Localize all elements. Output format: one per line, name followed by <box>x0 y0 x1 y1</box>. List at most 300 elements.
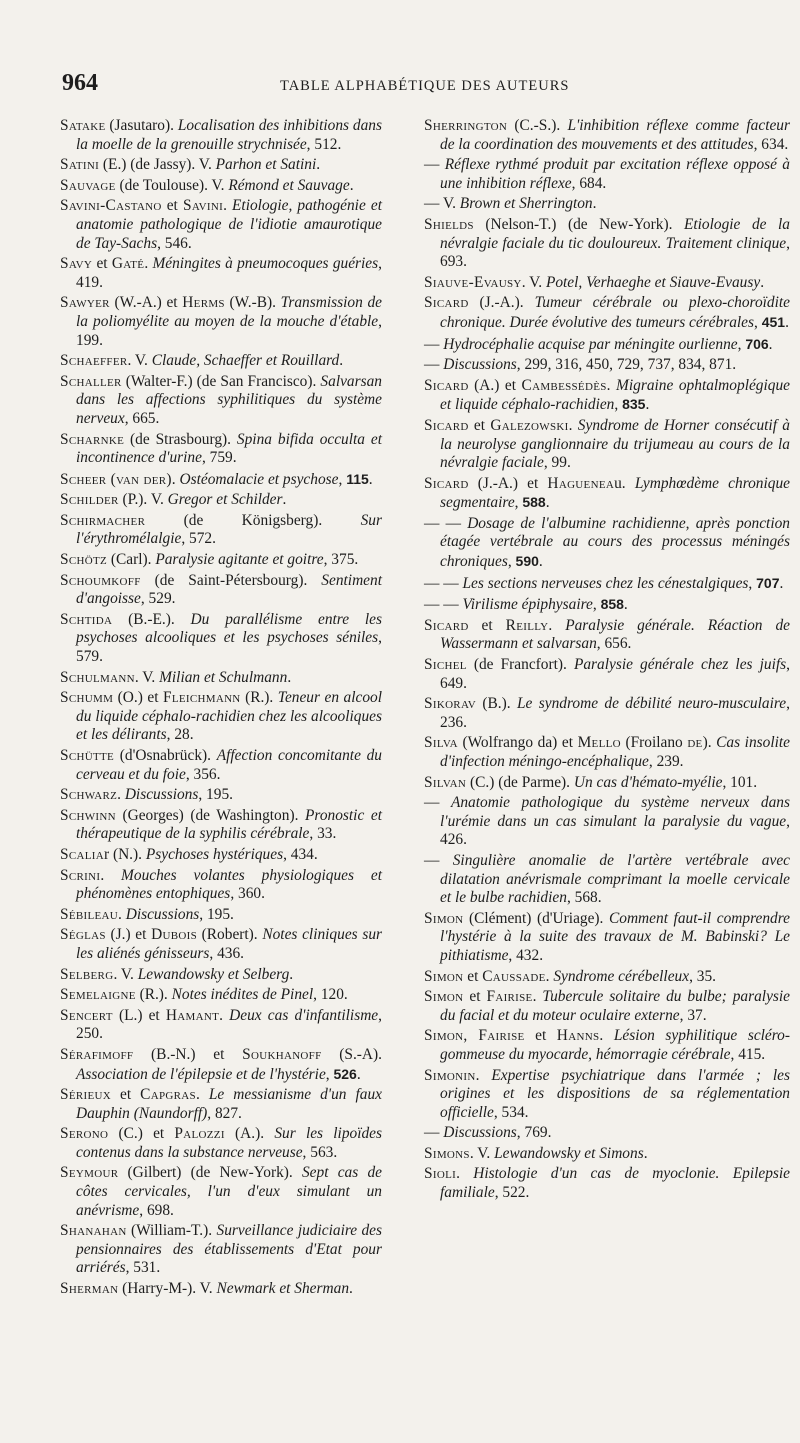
title-text: Tumeur cérébrale ou plexo-choroïdite chronique. Durée évolutive des tumeurs cérébrales <box>440 294 791 331</box>
author-name: Simon <box>424 967 464 985</box>
title-text: L'inhibition réflexe comme facteur de la coordination des mouvements et des attitudes <box>440 117 790 153</box>
entry-text: . <box>223 197 233 215</box>
page-ref: 526 <box>333 1065 357 1082</box>
index-entry <box>60 689 382 745</box>
index-entry <box>60 255 382 292</box>
entry-text: (de Königsberg). <box>145 511 361 529</box>
author-name: Caussade <box>482 967 546 985</box>
index-entry <box>60 177 382 196</box>
entry-text: . V. <box>134 668 160 686</box>
entry-text: (J.) et <box>105 926 152 944</box>
author-name: Palozzi <box>174 1125 225 1143</box>
entry-text: , <box>592 596 601 614</box>
entry-text: . <box>599 1027 614 1045</box>
entry-text: , 99. <box>543 454 571 472</box>
index-entry <box>424 656 790 693</box>
index-entry <box>60 867 382 904</box>
title-text: Pronostic et thérapeutique de la syphilis cérébrale <box>76 806 382 843</box>
index-entry <box>60 572 382 609</box>
index-entry <box>424 377 790 415</box>
entry-text: , 236. <box>440 695 790 731</box>
index-entry <box>424 1145 790 1164</box>
entry-text: et <box>463 967 483 985</box>
title-text: Le syndrome de débilité neuro-musculaire <box>517 695 787 713</box>
index-entry <box>60 294 382 350</box>
entry-text: et <box>463 988 487 1006</box>
entry-text: , <box>737 335 746 353</box>
index-entry <box>424 216 790 272</box>
entry-text: . <box>592 195 597 213</box>
entry-text: (A.) et <box>468 376 522 394</box>
title-text: Paralysie générale. Réaction de Wassermann et salvarsan <box>440 616 790 653</box>
entry-text: (E.) (de Jassy). V. <box>99 156 216 174</box>
author-name: Schwinn <box>60 806 116 824</box>
entry-text: ). <box>702 734 717 752</box>
entry-text: , 375. <box>323 551 359 569</box>
entry-text: (C.-S.). <box>507 117 568 134</box>
entry-text: (O.) et <box>113 689 163 707</box>
entry-text: (Nelson-T.) (de New-York). <box>473 215 684 233</box>
author-name: Serono <box>60 1125 109 1143</box>
title-text: Sur l'érythromélalgie <box>76 511 382 548</box>
author-name: Simon <box>424 988 464 1006</box>
title-text: Hydrocéphalie acquise par méningite ourlienne <box>443 335 738 353</box>
title-text: Notes inédites de Pinel <box>171 986 314 1004</box>
author-name: Hamant <box>165 1006 220 1024</box>
entry-text: . <box>368 470 373 488</box>
entry-text: . <box>545 494 550 512</box>
title-text: Lymphœdème chronique segmentaire <box>440 474 790 512</box>
index-entry <box>60 1164 382 1220</box>
author-name: Séglas <box>60 926 106 944</box>
entry-text: , 28. <box>166 726 194 744</box>
title-text: Sept cas de côtes cervicales, l'un d'eux simulant un anévrisme <box>76 1164 382 1219</box>
entry-text: . <box>316 156 321 174</box>
index-entry <box>424 617 790 654</box>
entry-text: , 529. <box>140 590 176 608</box>
entry-text: , 769. <box>516 1124 552 1142</box>
index-entry <box>60 611 382 667</box>
index-entry <box>60 786 382 805</box>
entry-text: — V. <box>424 195 460 213</box>
title-text: Singulière anomalie de l'artère vertébrale avec dilatation anévrismale comprimant la moelle cervicale et le bulbe rachidien <box>440 851 790 907</box>
author-name: Soukhanoff <box>242 1045 322 1063</box>
entry-text: , 563. <box>302 1143 338 1161</box>
index-entry <box>424 294 790 332</box>
index-entry <box>424 595 790 615</box>
entry-text: (C.) (de Parme). <box>466 773 574 791</box>
index-entry <box>424 734 790 771</box>
entry-text: , 634. <box>753 135 789 153</box>
entry-text: , 827. <box>207 1104 242 1122</box>
title-text: Syndrome de Horner consécutif à la neurolyse ganglionnaire du trijumeau au cours de la névralgie faciale <box>440 416 790 472</box>
entry-text: , 360. <box>230 885 265 903</box>
entry-text: — <box>424 794 451 812</box>
entry-text: . <box>785 313 789 331</box>
index-entry <box>60 1125 382 1162</box>
entry-text: . V. <box>469 1144 495 1162</box>
author-name: Simons <box>424 1144 470 1162</box>
author-name: Sérafimoff <box>60 1045 134 1063</box>
entry-text: et <box>468 416 491 434</box>
page-ref: 835 <box>622 396 646 413</box>
title-text: Surveillance judiciaire des pensionnaires des établissements d'Etat pour arriérés <box>76 1222 383 1277</box>
entry-text: , 195. <box>199 905 234 923</box>
author-name: Scharnke <box>60 430 125 448</box>
author-name: Sébileau <box>60 905 119 923</box>
entry-text: (de Saint-Pétersbourg). <box>140 571 322 589</box>
title-text: Lewandowsky et Simons <box>494 1144 644 1162</box>
entry-text: (R.). <box>135 986 172 1004</box>
entry-text: , <box>748 574 757 592</box>
entry-text: . <box>219 1006 230 1024</box>
entry-text: , 649. <box>440 656 790 692</box>
author-name: Sicard <box>424 416 469 434</box>
index-entry <box>424 774 790 793</box>
entry-text: (William-T.). <box>126 1222 217 1240</box>
author-name: Silvan <box>424 773 467 791</box>
entry-text: , 572. <box>181 530 216 548</box>
entry-text: . <box>144 255 153 273</box>
author-name: Mello <box>577 734 621 752</box>
author-name: Schumm <box>60 689 114 707</box>
title-text: Paralysie agitante et goitre <box>155 551 324 569</box>
entry-text: . <box>339 352 344 370</box>
index-entry <box>424 794 790 850</box>
index-entry <box>60 470 382 490</box>
author-name: Cambessédès <box>521 376 607 394</box>
index-entry <box>424 1124 790 1143</box>
author-name: Schaller <box>60 372 122 390</box>
entry-text: . <box>171 470 180 488</box>
entry-text: u. <box>614 474 635 492</box>
author-name: Sioli <box>424 1165 457 1183</box>
index-entry <box>424 968 790 987</box>
entry-text: , 37. <box>679 1006 707 1024</box>
author-name: Schilder <box>60 491 119 509</box>
title-text: Méningites à pneumocoques guéries <box>152 255 379 273</box>
title-text: Salvarsan dans les affections syphilitiques du système nerveux <box>76 372 382 427</box>
entry-text: (C.) et <box>108 1125 175 1143</box>
entry-text: , 512. <box>306 135 342 153</box>
index-entry <box>60 747 382 784</box>
left-column <box>60 117 382 1301</box>
entry-text: (B.). <box>476 695 517 713</box>
entry-text: (Carl). <box>107 551 156 569</box>
entry-text: (J.-A.). <box>468 294 535 312</box>
author-name: Sencert <box>60 1006 113 1024</box>
entry-text: — <box>424 356 444 374</box>
index-entry <box>60 966 382 985</box>
index-entry <box>424 695 790 732</box>
author-name: de <box>687 734 703 752</box>
page-ref: 115 <box>346 470 369 487</box>
author-name: Selberg <box>60 965 114 983</box>
entry-text: . <box>289 965 294 983</box>
title-text: Potel, Verhaeghe et Siauve-Evausy <box>545 273 761 291</box>
index-entry <box>60 352 382 371</box>
index-entry <box>424 195 790 214</box>
entry-text: (W.-B). <box>224 294 281 312</box>
entry-text: (Harry-M-). V. <box>118 1280 217 1298</box>
index-entry <box>424 117 790 154</box>
entry-text: . <box>643 1144 648 1162</box>
entry-text: . <box>606 376 617 394</box>
entry-text: , 426. <box>440 812 790 849</box>
author-name: Schwarz <box>60 786 118 804</box>
title-text: Virilisme épiphysaire <box>462 596 593 614</box>
index-entry <box>424 1067 790 1123</box>
author-name: Sicard <box>424 376 469 394</box>
title-text: Claude, Schaeffer et Rouillard <box>151 352 340 370</box>
entry-text: (Robert). <box>196 926 263 944</box>
index-entry <box>60 1086 382 1123</box>
entry-text: — — <box>424 574 463 592</box>
entry-text: . <box>623 596 628 614</box>
author-name: Simon, Fairise <box>424 1027 525 1045</box>
entry-text: (J.-A.) et <box>468 474 548 492</box>
entry-text: et <box>111 1086 141 1104</box>
index-entry <box>60 986 382 1005</box>
entry-text: . <box>349 1280 353 1298</box>
title-text: Sentiment d'angoisse <box>76 571 382 608</box>
entry-text: . <box>545 967 554 985</box>
page-header <box>62 70 782 100</box>
title-text: Teneur en alcool du liquide céphalo-rachidien chez les alcooliques et les délirants <box>76 689 382 744</box>
entry-text: , 522. <box>494 1184 530 1202</box>
title-text: Tubercule solitaire du bulbe; paralysie du facial et du moteur oculaire externe <box>440 988 790 1024</box>
entry-text: . <box>760 273 765 291</box>
entry-text: (Clément) (d'Uriage). <box>463 909 609 927</box>
author-name: Sicard <box>424 294 469 312</box>
title-text: Ostéomalacie et psychose <box>179 470 339 488</box>
index-entry <box>60 807 382 844</box>
index-entry <box>424 574 790 594</box>
entry-text: . <box>117 786 125 804</box>
title-text: Discussions <box>124 786 199 804</box>
title-text: Lésion syphilitique scléro-gommeuse du myocarde, hémorragie cérébrale <box>440 1027 790 1063</box>
entry-text: , <box>338 470 347 488</box>
title-text: Cas insolite d'infection méningo-encéphalique <box>440 734 790 770</box>
author-name: Sauvage <box>60 176 116 194</box>
page-ref: 707 <box>756 574 780 591</box>
title-text: Discussions <box>443 1124 517 1142</box>
title-text: Paralysie générale chez les juifs <box>573 656 787 674</box>
entry-text: — — <box>424 596 463 614</box>
author-name: Sawyer <box>60 294 110 312</box>
index-entry <box>60 1007 382 1044</box>
entry-text: (de Francfort). <box>466 656 574 674</box>
entry-text: (d'Osnabrück). <box>114 747 217 764</box>
entry-text: , 531. <box>125 1259 161 1277</box>
title-text: Deux cas d'infantilisme <box>229 1006 379 1024</box>
entry-text: (P.). V. <box>118 491 168 509</box>
author-name: Simonin <box>424 1066 476 1084</box>
entry-text: , 568. <box>566 889 602 907</box>
entry-text: . <box>195 1086 209 1104</box>
author-name: Sichel <box>424 656 467 674</box>
entry-text: (Froilano <box>620 734 688 752</box>
author-name: Scalia <box>60 845 104 863</box>
entry-text: , 250. <box>76 1006 382 1043</box>
title-text: Du parallélisme entre les psychoses alcooliques et les psychoses séniles <box>76 610 383 647</box>
entry-text: , <box>514 494 523 512</box>
title-text: Association de l'épilepsie et de l'hystérie <box>76 1065 326 1083</box>
index-entry <box>60 512 382 549</box>
entry-text: , 759. <box>201 449 237 467</box>
entry-text: , 434. <box>283 845 318 863</box>
page-ref: 588 <box>522 494 546 511</box>
entry-text: (B.-E.). <box>112 610 191 628</box>
entry-text: (L.) et <box>112 1006 166 1024</box>
index-entry <box>60 551 382 570</box>
author-name: Shanahan <box>60 1222 127 1240</box>
author-name: Capgras <box>140 1086 196 1104</box>
entry-text: , 534. <box>493 1103 529 1121</box>
index-entry <box>60 491 382 510</box>
title-text: Etiologie, pathogénie et anatomie pathologique de l'idiotie amaurotique de Tay-Sachs <box>76 197 382 252</box>
entry-text: , 415. <box>730 1045 766 1063</box>
author-name: Seymour <box>60 1164 119 1182</box>
title-text: Histologie d'un cas de myoclonie. Epilepsie familiale <box>440 1165 790 1202</box>
title-text: Rémond et Sauvage <box>228 176 350 194</box>
author-name: Herms <box>182 294 225 312</box>
title-text: Comment faut-il comprendre l'hystérie à la suite des travaux de M. Babinski? Le pithiatisme <box>440 909 790 964</box>
entry-text: , <box>325 1065 334 1083</box>
entry-text: , 665. <box>124 409 160 427</box>
author-name: Fleichmann <box>163 689 241 707</box>
author-name: Satini <box>60 156 100 174</box>
title-text: Affection concomitante du cerveau et du foie <box>76 747 383 783</box>
index-entry <box>424 852 790 908</box>
entry-text: , <box>507 553 516 571</box>
title-text: Newmark et Sherman <box>216 1280 350 1298</box>
title-text: Migraine ophtalmoplégique et liquide céphalo-rachidien <box>440 376 790 414</box>
author-name: Satake <box>60 117 106 134</box>
index-entry <box>60 373 382 429</box>
title-text: Le messianisme d'un faux Dauphin (Naundorff) <box>76 1086 382 1122</box>
entry-text: (W.-A.) et <box>109 294 183 312</box>
entry-text: — <box>424 1124 444 1142</box>
title-text: Discussions <box>443 356 517 374</box>
entry-text: — <box>424 851 453 869</box>
author-name: Sicard <box>424 474 469 492</box>
entry-text: et <box>468 616 506 634</box>
index-entry <box>424 475 790 513</box>
entry-text: . <box>548 616 566 634</box>
index-entry <box>60 117 382 154</box>
entry-text: . <box>282 491 287 509</box>
entry-text: , 684. <box>571 174 607 192</box>
entry-text: . <box>538 553 543 571</box>
entry-text: . <box>768 335 773 353</box>
entry-text: , 579. <box>76 629 382 666</box>
title-text: Spina bifida occulta et incontinence d'urine <box>76 430 383 467</box>
index-entry <box>424 988 790 1025</box>
title-text: Mouches volantes physiologiques et phénomènes entophiques <box>76 866 382 903</box>
author-name: Gaté <box>111 255 145 273</box>
index-entry <box>424 417 790 473</box>
author-name: Schtida <box>60 610 113 628</box>
entry-text: et <box>161 197 183 215</box>
entry-text: . <box>568 416 578 434</box>
entry-text: , 199. <box>76 312 382 349</box>
entry-text: , 432. <box>508 946 544 964</box>
author-name: Galezowski <box>490 416 569 434</box>
title-text: Localisation des inhibitions dans la moelle de la grenouille strychnisée <box>76 117 382 153</box>
author-name: Semelaigne <box>60 986 136 1004</box>
entry-text: . <box>779 574 784 592</box>
author-name: Scrini <box>60 866 101 884</box>
entry-text: (Wolfrango da) et <box>457 734 578 752</box>
entry-text: , 195. <box>198 786 233 804</box>
entry-text: , <box>754 313 762 331</box>
title-text: Psychoses hystériques <box>145 845 284 863</box>
entry-text: . <box>349 176 354 194</box>
index-entry <box>60 1280 382 1299</box>
entry-text: . V. <box>127 352 152 370</box>
title-text: Sur les lipoïdes contenus dans la substance nerveuse <box>76 1125 382 1161</box>
author-name: Sérieux <box>60 1086 111 1104</box>
author-name: Savini-Castano <box>60 197 162 215</box>
entry-text: , 35. <box>689 967 717 985</box>
entry-text: , 101. <box>722 773 758 791</box>
entry-text: (de Toulouse). V. <box>115 176 229 194</box>
index-entry <box>60 431 382 468</box>
author-name: Schoumkoff <box>60 571 141 589</box>
entry-text: (Gilbert) (de New-York). <box>118 1164 302 1182</box>
index-entry <box>60 197 382 253</box>
title-text: Discussions <box>125 905 200 923</box>
author-name: Schaeffer <box>60 352 128 370</box>
page-ref: 706 <box>745 335 769 352</box>
title-text: Syndrome cérébelleux <box>553 967 690 985</box>
entry-text: — <box>424 156 445 174</box>
entry-text: (A.). <box>224 1125 275 1143</box>
entry-text: , 546. <box>157 234 192 252</box>
entry-text: . V. <box>113 965 138 983</box>
author-name: Scheer (van der) <box>60 470 172 488</box>
author-name: Silva <box>424 734 458 752</box>
author-name: Fairise <box>486 988 533 1006</box>
index-entry <box>424 1165 790 1202</box>
index-entry <box>60 926 382 963</box>
title-text: Anatomie pathologique du système nerveux dans l'urémie dans un cas simulant la paralysie du vague <box>440 794 790 830</box>
entry-text: (Walter-F.) (de San Francisco). <box>121 372 321 390</box>
entry-text: . <box>532 988 543 1006</box>
author-name: Sikorav <box>424 695 477 713</box>
page-ref: 451 <box>761 313 786 330</box>
entry-text: . <box>475 1066 492 1084</box>
right-column <box>424 117 790 1205</box>
author-name: Schütte <box>60 747 115 764</box>
index-entry <box>424 274 790 293</box>
author-name: Schirmacher <box>60 511 146 529</box>
author-name: Siauve-Evausy <box>424 273 522 291</box>
author-name: Reilly <box>505 616 549 634</box>
entry-text: — — <box>424 514 468 532</box>
title-text: Gregor et Schilder <box>167 491 283 509</box>
author-name: Haguenea <box>547 474 615 492</box>
index-entry <box>60 1046 382 1084</box>
running-title: TABLE ALPHABÉTIQUE DES AUTEURS <box>280 78 570 94</box>
entry-text: , 436. <box>209 944 245 962</box>
entry-text: . <box>287 668 292 686</box>
title-text: Brown et Sherrington <box>459 195 593 213</box>
index-entry <box>424 910 790 966</box>
entry-text: et <box>92 255 112 273</box>
entry-text: , 419. <box>76 255 382 291</box>
